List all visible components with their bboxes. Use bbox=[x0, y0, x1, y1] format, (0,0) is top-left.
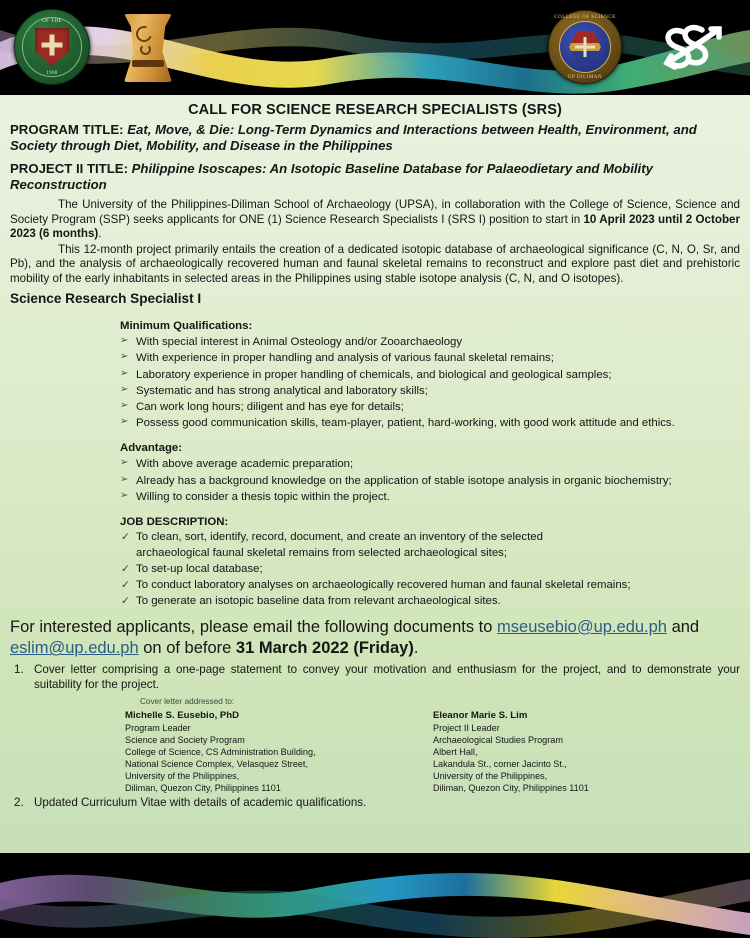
addressee-line: National Science Complex, Velasquez Street, bbox=[125, 759, 308, 770]
addressee-column-2 bbox=[433, 710, 683, 794]
addressee-line: Science and Society Program bbox=[125, 735, 245, 746]
list-item: ➢ With experience in proper handling and analysis of various faunal skeletal remains; bbox=[120, 350, 740, 366]
required-documents-list bbox=[10, 663, 740, 693]
list-item: ➢ Can work long hours; diligent and has eye for details; bbox=[120, 399, 740, 415]
header-wave-graphic bbox=[0, 0, 750, 95]
project-title-value: Philippine Isoscapes: An Isotopic Baseline Database for Palaeodietary and Mobility Reconstruction bbox=[10, 161, 653, 193]
job-description-heading: JOB DESCRIPTION: bbox=[120, 515, 229, 528]
page-title: CALL FOR SCIENCE RESEARCH SPECIALISTS (SRS) bbox=[188, 102, 562, 118]
addressee-line: Project II Leader bbox=[433, 723, 500, 734]
cs-seal-text-top: COLLEGE OF SCIENCE bbox=[554, 15, 616, 20]
application-instructions bbox=[10, 617, 740, 660]
cta-text-c: on of before bbox=[138, 639, 236, 658]
intro-paragraph-1-text-a: The University of the Philippines-Diliman School of Archaeology (UPSA), in collaboration with the College of Science, Science and Society Program (SSP) seeks applicants for ONE (1) Science Research Specialists I (SRS I) position to start in bbox=[10, 198, 740, 226]
cta-text-a: For interested applicants, please email the following documents to bbox=[10, 617, 498, 636]
up-seal-shield bbox=[35, 28, 69, 66]
list-item: ✓ To generate an isotopic baseline data from relevant archaeological sites. bbox=[120, 594, 740, 610]
footer-wave-graphic bbox=[0, 853, 750, 938]
list-item: ➢ Laboratory experience in proper handling of chemicals, and biological and geological samples; bbox=[120, 367, 740, 383]
jar-spiral-lower bbox=[140, 44, 151, 55]
list-item: ➢ Already has a background knowledge on the application of stable isotope analysis in organic biochemistry; bbox=[120, 473, 740, 489]
list-item: ✓ To clean, sort, identify, record, document, and create an inventory of the selected archaeological faunal skeletal remains from selected archaeological sites; bbox=[120, 530, 740, 562]
intro-paragraph-1-text-b: . bbox=[98, 227, 102, 241]
document-body bbox=[0, 95, 750, 813]
list-item: ✓ To conduct laboratory analyses on archaeologically recovered human and faunal skeletal remains; bbox=[120, 578, 740, 594]
addressee-line: Albert Hall, bbox=[433, 747, 478, 758]
list-item: ➢ Systematic and has strong analytical and laboratory skills; bbox=[120, 383, 740, 399]
spacer bbox=[120, 505, 740, 516]
college-of-science-seal-icon bbox=[548, 10, 622, 84]
up-seal-text-top: OF THE bbox=[42, 19, 62, 24]
ssp-logo-icon bbox=[655, 17, 731, 79]
list-item: Updated Curriculum Vitae with details of academic qualifications. bbox=[34, 796, 367, 810]
cs-seal-hex bbox=[569, 31, 601, 63]
minimum-qualifications-list bbox=[120, 334, 740, 431]
address-caption: Cover letter addressed to: bbox=[140, 697, 235, 707]
addressee-name: Michelle S. Eusebio, PhD bbox=[125, 710, 240, 722]
cta-text-b: and bbox=[666, 617, 700, 636]
list-item: ➢ Willing to consider a thesis topic within the project. bbox=[120, 489, 740, 505]
required-documents-list-2 bbox=[10, 796, 740, 811]
spacer bbox=[120, 431, 740, 442]
addressee-block bbox=[10, 710, 740, 794]
advantage-heading: Advantage: bbox=[120, 442, 183, 455]
addressee-name: Eleanor Marie S. Lim bbox=[433, 710, 528, 722]
program-title-line bbox=[10, 122, 740, 154]
list-item: ➢ With special interest in Animal Osteology and/or Zooarchaeology bbox=[120, 334, 740, 350]
intro-paragraph-2-text: This 12-month project primarily entails the creation of a dedicated isotopic database of archaeological significance (C, N, O, Sr, and Pb), and the analysis of archaeologically recovered human and faunal skeletal remains to reconstruct and explore past diet and prehistoric mobility of the early inhabitants in selected areas in the Philippines using stable isotope analysis (C, N, and O isotopes). bbox=[10, 242, 740, 285]
cs-seal-inner bbox=[559, 21, 611, 73]
minimum-qualifications-heading: Minimum Qualifications: bbox=[120, 320, 253, 333]
addressee-line: Archaeological Studies Program bbox=[433, 735, 563, 746]
list-item: ✓ To set-up local database; bbox=[120, 562, 740, 578]
spacer bbox=[120, 309, 740, 320]
intro-paragraph-2 bbox=[10, 243, 740, 286]
addressee-line: Lakandula St., corner Jacinto St., bbox=[433, 759, 567, 770]
program-title-label: PROGRAM TITLE: bbox=[10, 122, 124, 137]
list-item: ➢ With above average academic preparation; bbox=[120, 456, 740, 472]
list-item: Cover letter comprising a one-page statement to convey your motivation and enthusiasm for the project, and to demonstrate your suitability for the project. bbox=[34, 662, 740, 691]
addressee-line: Diliman, Quezon City, Philippines 1101 bbox=[433, 783, 589, 794]
addressee-line: College of Science, CS Administration Building, bbox=[125, 747, 316, 758]
up-seal-text-bottom: 1908 bbox=[46, 71, 58, 76]
up-seal-icon bbox=[14, 9, 90, 85]
footer-banner bbox=[0, 853, 750, 938]
cta-text-d: . bbox=[413, 639, 419, 658]
cs-seal-text-bottom: UP DILIMAN bbox=[567, 75, 603, 80]
email-link-lim[interactable]: eslim@up.edu.ph bbox=[10, 639, 139, 658]
start-date-bold: 10 April 2023 until 2 October 2023 (6 months) bbox=[10, 212, 740, 241]
qualifications-block bbox=[10, 309, 740, 610]
project-title-line bbox=[10, 161, 740, 193]
addressee-line: Diliman, Quezon City, Philippines 1101 bbox=[125, 783, 281, 794]
position-heading: Science Research Specialist I bbox=[10, 291, 202, 307]
intro-paragraph-1 bbox=[10, 198, 740, 241]
job-description-list bbox=[120, 530, 740, 610]
addressee-line: Program Leader bbox=[125, 723, 191, 734]
deadline-date: 31 March 2022 (Friday) bbox=[235, 639, 414, 658]
advantage-list bbox=[120, 456, 740, 505]
program-title-value: Eat, Move, & Die: Long-Term Dynamics and Interactions between Health, Environment, and Society through Diet, Mobility, and Disease in the Philippines bbox=[10, 122, 697, 154]
addressee-line: University of the Philippines, bbox=[125, 771, 240, 782]
addressee-line: University of the Philippines, bbox=[433, 771, 548, 782]
list-item: ➢ Possess good communication skills, team-player, patient, hard-working, with good work attitude and ethics. bbox=[120, 415, 740, 431]
jar-band bbox=[132, 60, 164, 67]
project-title-label: PROJECT II TITLE: bbox=[10, 161, 128, 177]
addressee-column-1 bbox=[125, 710, 375, 794]
burial-jar-icon bbox=[118, 14, 178, 82]
email-link-eusebio[interactable]: mseusebio@up.edu.ph bbox=[497, 617, 667, 636]
header-banner bbox=[0, 0, 750, 95]
